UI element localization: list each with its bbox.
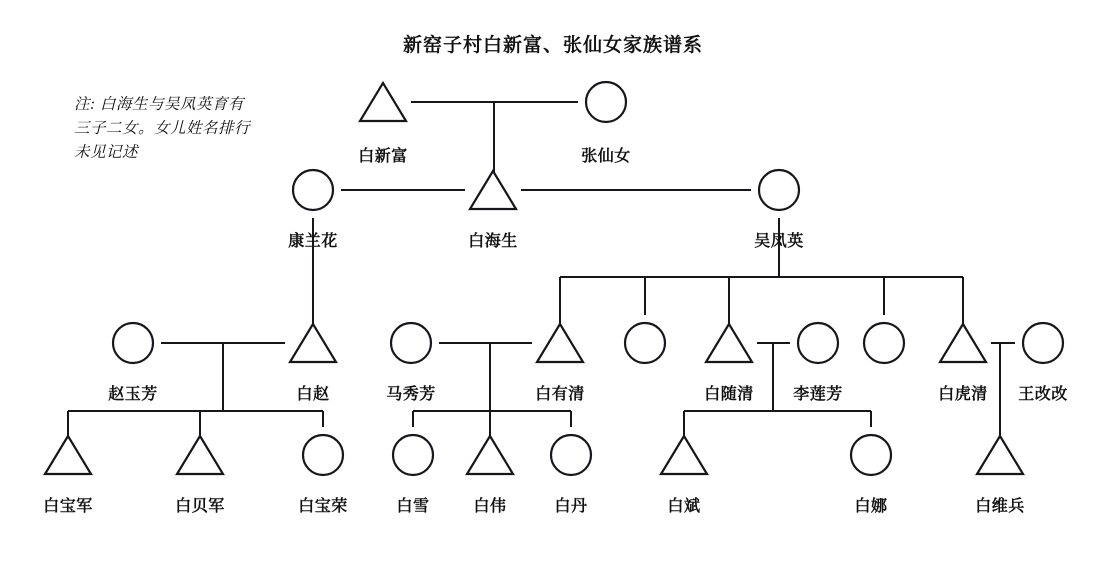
person-name-label: 白宝军 [43, 498, 93, 515]
person-node-circle[interactable] [798, 323, 838, 363]
person-name-label: 康兰花 [288, 233, 338, 250]
person-name-label: 白赵 [296, 386, 330, 403]
person-name-label: 王改改 [1018, 386, 1068, 403]
person-node-circle[interactable] [293, 170, 333, 210]
person-name-label: 白随清 [704, 386, 754, 403]
person-name-label: 吴凤英 [754, 233, 804, 250]
person-name-label: 白维兵 [975, 498, 1025, 515]
person-name-label: 白海生 [468, 233, 518, 250]
person-node-circle[interactable] [864, 323, 904, 363]
person-node-triangle[interactable] [467, 436, 513, 474]
person-name-label: 马秀芳 [386, 386, 436, 403]
person-name-label: 白雪 [396, 498, 430, 515]
person-name-label: 赵玉芳 [108, 386, 158, 403]
person-name-label: 白丹 [554, 498, 588, 515]
person-name-label: 白有清 [535, 386, 585, 403]
person-node-circle[interactable] [303, 435, 343, 475]
person-node-circle[interactable] [759, 170, 799, 210]
person-node-triangle[interactable] [661, 436, 707, 474]
person-name-label: 白斌 [667, 498, 701, 515]
diagram-note: 注: 白海生与吴凤英育有三子二女。女儿姓名排行未见记述 [74, 96, 251, 162]
person-node-triangle[interactable] [177, 436, 223, 474]
person-name-label: 白虎清 [938, 386, 988, 403]
person-node-circle[interactable] [625, 323, 665, 363]
person-node-triangle[interactable] [940, 324, 986, 362]
person-name-label: 白贝军 [175, 498, 225, 515]
person-name-label: 李莲芳 [793, 386, 843, 403]
person-node-circle[interactable] [391, 323, 431, 363]
person-node-circle[interactable] [851, 435, 891, 475]
person-node-triangle[interactable] [290, 324, 336, 362]
person-node-circle[interactable] [586, 82, 626, 122]
person-node-triangle[interactable] [45, 436, 91, 474]
person-node-circle[interactable] [113, 323, 153, 363]
person-node-triangle[interactable] [706, 324, 752, 362]
person-node-triangle[interactable] [470, 171, 516, 209]
person-node-triangle[interactable] [537, 324, 583, 362]
person-node-triangle[interactable] [977, 436, 1023, 474]
person-node-triangle[interactable] [360, 83, 406, 121]
person-name-label: 白宝荣 [298, 498, 348, 515]
person-name-label: 白伟 [473, 498, 507, 515]
person-node-circle[interactable] [1023, 323, 1063, 363]
person-name-label: 白新富 [358, 148, 408, 165]
person-node-circle[interactable] [393, 435, 433, 475]
person-name-label: 张仙女 [581, 148, 631, 165]
person-node-circle[interactable] [551, 435, 591, 475]
person-name-label: 白娜 [854, 498, 888, 515]
page-title: 新窑子村白新富、张仙女家族谱系 [402, 35, 703, 56]
